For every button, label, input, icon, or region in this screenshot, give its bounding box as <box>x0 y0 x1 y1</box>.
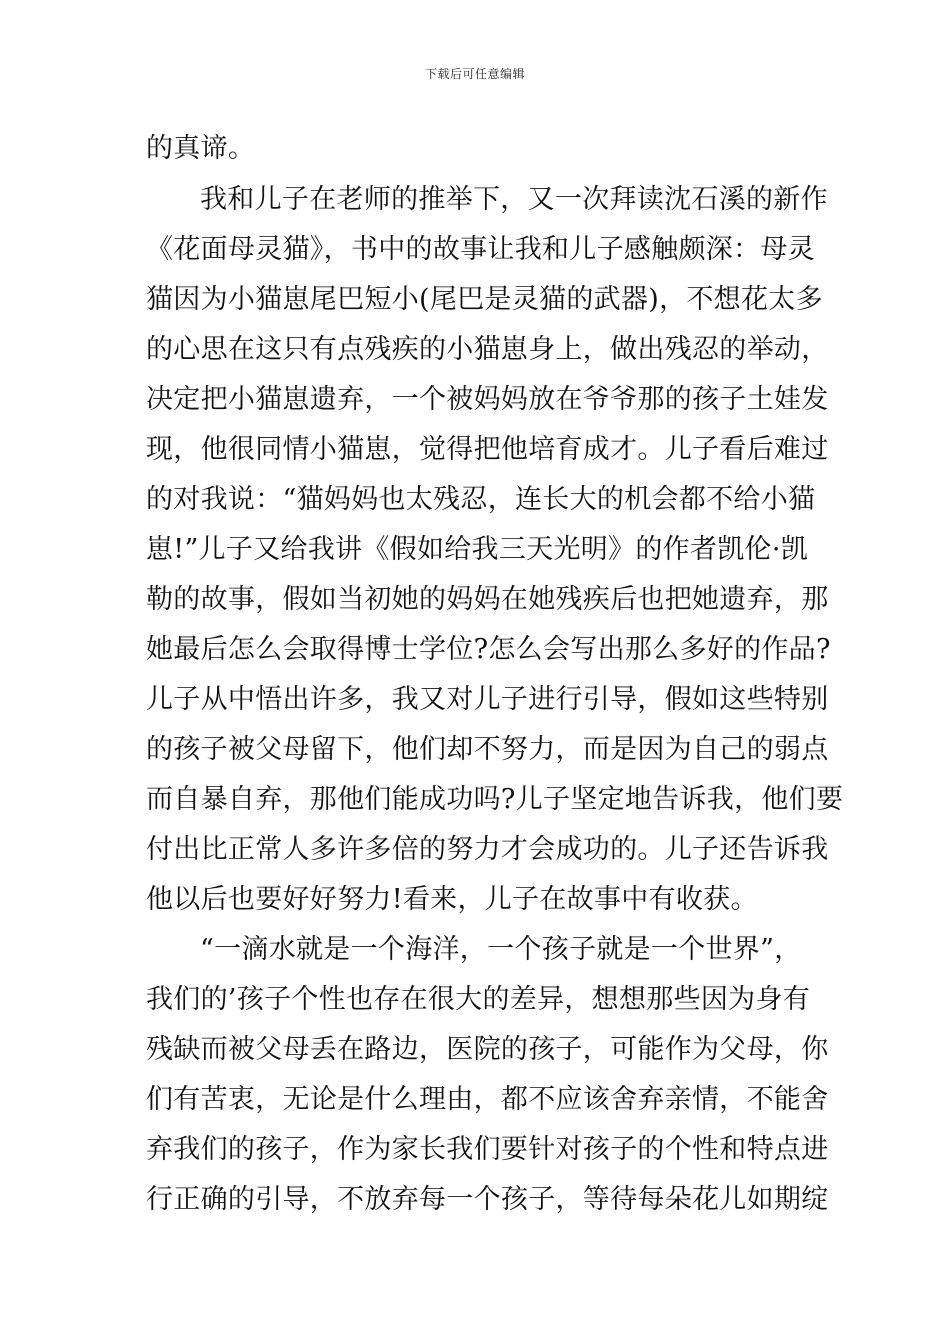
text-line-20: 们有苦衷，无论是什么理由，都不应该舍弃亲情，不能舍 <box>146 1084 829 1115</box>
text-line-7: 现，他很同情小猫崽，觉得把他培育成才。儿子看后难过 <box>146 434 829 465</box>
text-line-11: 她最后怎么会取得博士学位?怎么会写出那么多好的作品? <box>146 634 831 665</box>
text-line-22: 行正确的引导，不放弃每一个孩子，等待每朵花儿如期绽 <box>146 1184 829 1215</box>
text-line-6: 决定把小猫崽遗弃，一个被妈妈放在爷爷那的孩子土娃发 <box>146 384 829 415</box>
paragraph-start-2: 我和儿子在老师的推举下，又一次拜读沈石溪的新作 <box>200 184 828 215</box>
text-line-14: 而自暴自弃，那他们能成功吗?儿子坚定地告诉我，他们要 <box>146 784 844 815</box>
text-line-21: 弃我们的孩子，作为家长我们要针对孩子的个性和特点进 <box>146 1134 829 1165</box>
text-line-10: 勒的故事，假如当初她的妈妈在她残疾后也把她遗弃，那 <box>146 584 829 615</box>
page-header: 下载后可任意编辑 <box>424 67 525 81</box>
text-line-5: 的心思在这只有点残疾的小猫崽身上，做出残忍的举动， <box>146 334 829 365</box>
text-line-13: 的孩子被父母留下，他们却不努力，而是因为自己的弱点 <box>146 734 829 765</box>
text-line-8: 的对我说：“猫妈妈也太残忍，连长大的机会都不给小猫 <box>146 484 816 515</box>
paragraph-start-17: “一滴水就是一个海洋，一个孩子就是一个世界”， <box>200 934 802 965</box>
text-line-3: 《花面母灵猫》，书中的故事让我和儿子感触颇深：母灵 <box>146 234 815 265</box>
text-line-15: 付出比正常人多许多倍的努力才会成功的。儿子还告诉我 <box>146 834 829 865</box>
text-line-1: 的真谛。 <box>146 133 256 164</box>
text-line-16: 他以后也要好好努力!看来，儿子在故事中有收获。 <box>146 884 758 915</box>
text-line-19: 残缺而被父母丢在路边，医院的孩子，可能作为父母，你 <box>146 1034 829 1065</box>
text-line-9: 崽!”儿子又给我讲《假如给我三天光明》的作者凯伦·凯 <box>146 534 809 565</box>
text-line-18: 我们的’孩子个性也存在很大的差异，想想那些因为身有 <box>146 984 811 1015</box>
text-line-12: 儿子从中悟出许多，我又对儿子进行引导，假如这些特别 <box>146 684 829 715</box>
text-line-4: 猫因为小猫崽尾巴短小(尾巴是灵猫的武器)，不想花太多 <box>146 284 823 315</box>
